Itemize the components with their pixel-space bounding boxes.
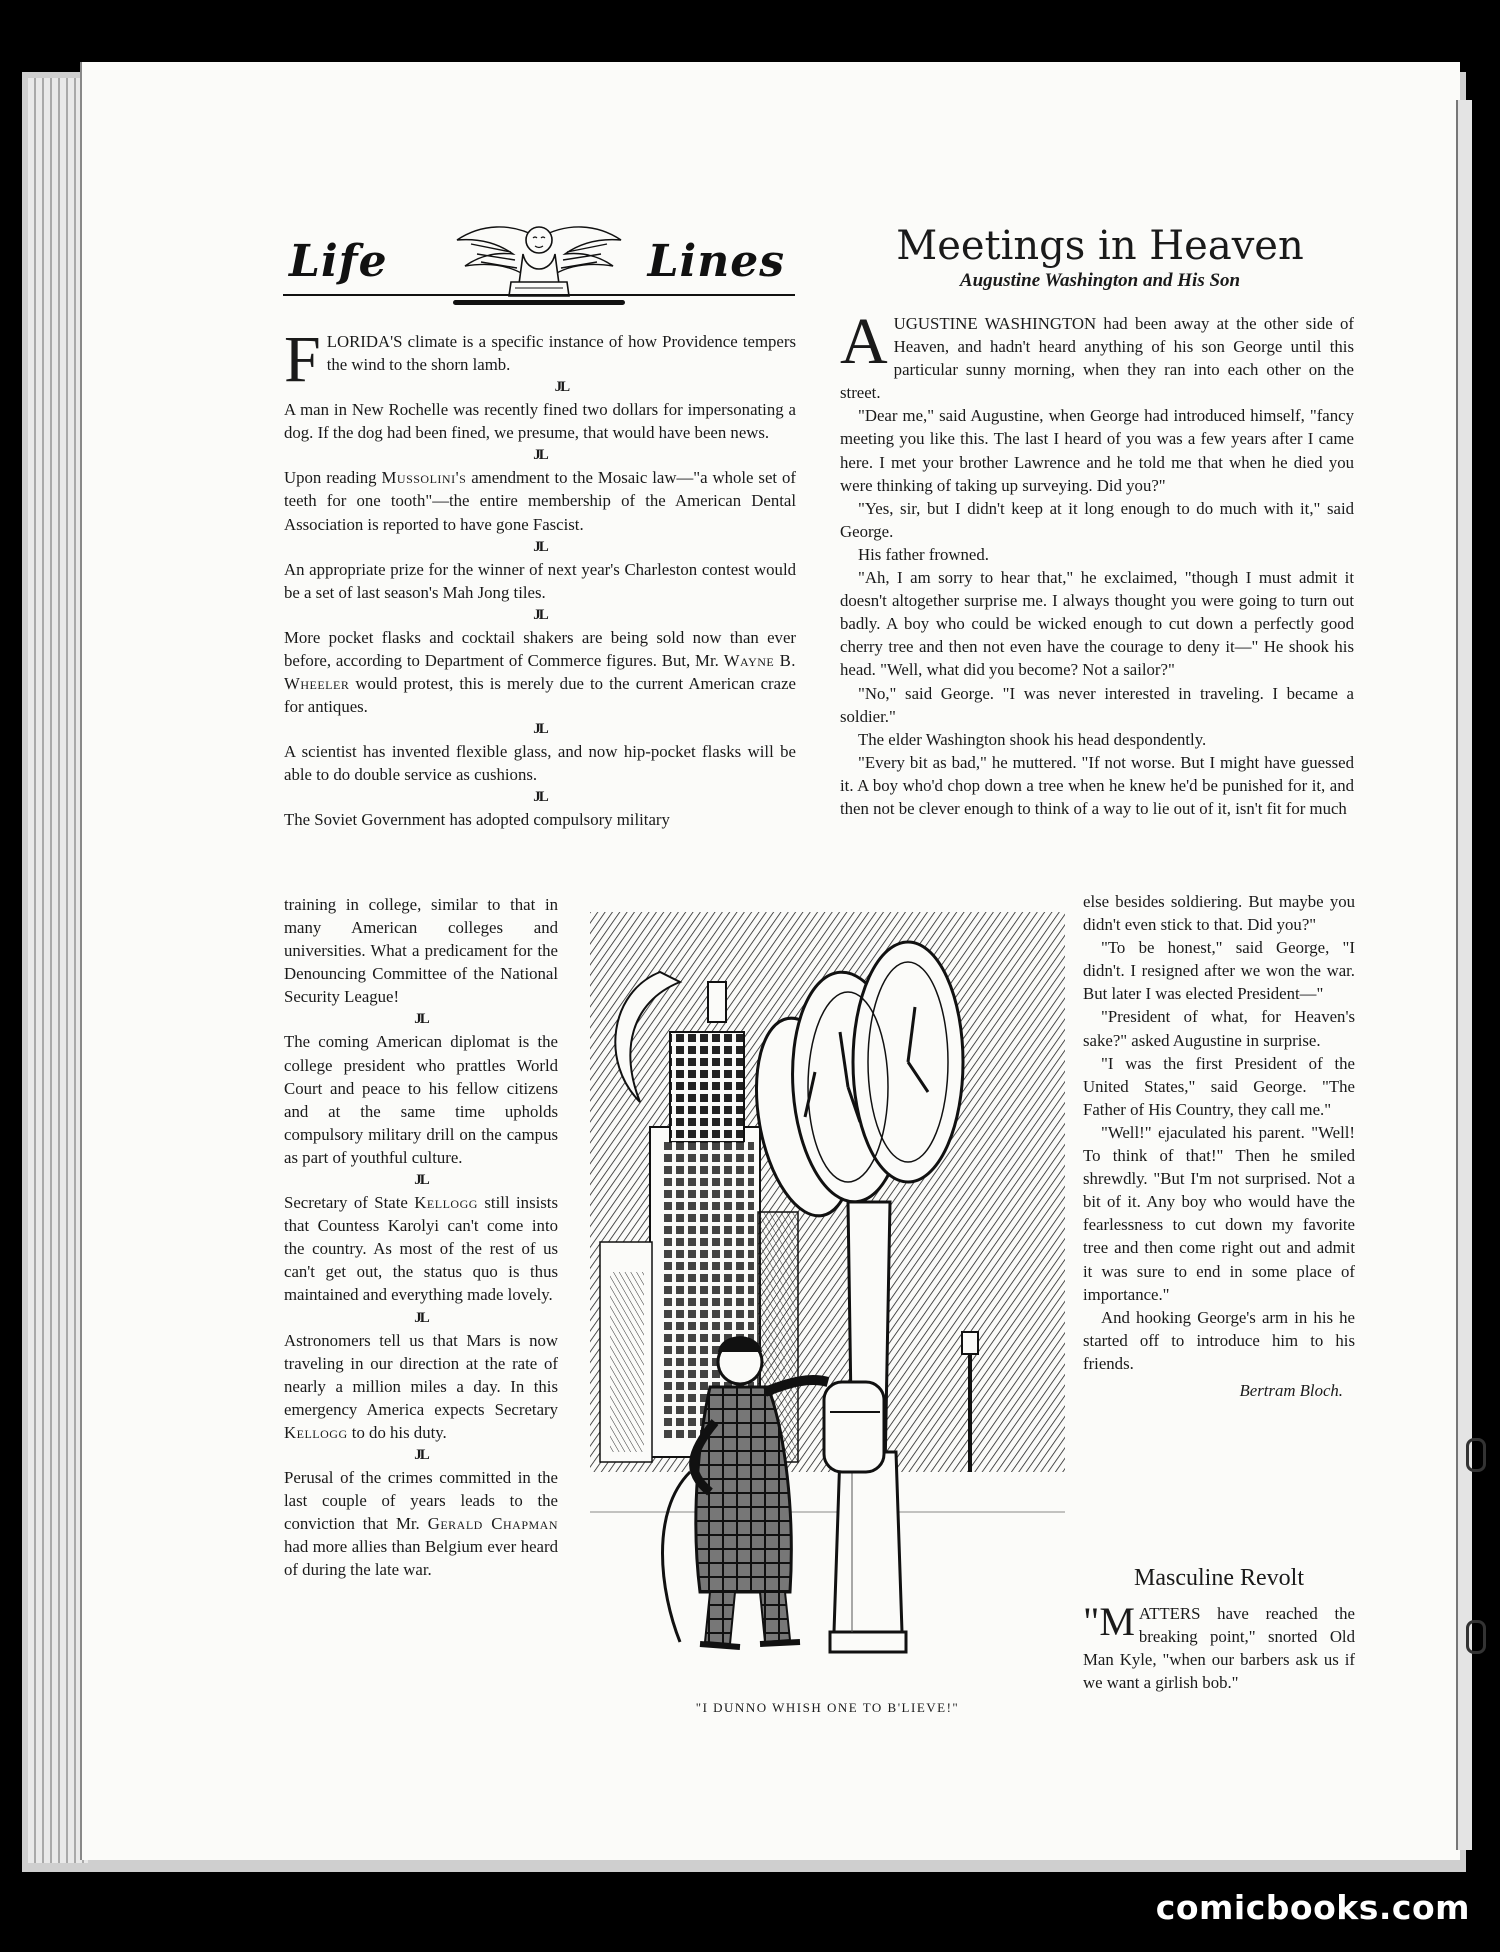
life-lines-column [284,323,796,832]
separator-glyph: JL [533,606,547,623]
paragraph: "Yes, sir, but I didn't keep at it long enough to do much with it," said George. [840,498,1354,541]
cherub-icon [451,218,627,300]
paragraph: AUGUSTINE WASHINGTON had been away at the other side of Heaven, and hadn't heard anything of his son George until this particular sunny morning, when they ran into each other on the street. [840,305,1354,403]
separator-glyph: JL [533,721,547,738]
binding-stitch [1466,1438,1486,1472]
binding-strip [1456,100,1472,1850]
street [590,1472,1065,1714]
life-lines-left-word: Life [289,236,388,287]
page-edges [28,78,88,1863]
paragraph: Secretary of State Kellogg still insists that Countess Karolyi can't come into the country. As most of the rest of us can't get out, the status quo is thus maintained and everything made lovely. [284,1193,558,1305]
paragraph: The coming American diplomat is the college president who prattles World Court and peace to his fellow citizens and at the same time upholds compulsory military drill on the campus as part of youthful culture. [284,1032,558,1167]
paragraph: "I was the first President of the United States," said George. "The Father of His Country, they call me." [1083,1053,1355,1119]
paragraph: Perusal of the crimes committed in the last couple of years leads to the conviction that Mr. Gerald Chapman had more allies than Belgium ever heard of during the late war. [284,1467,558,1580]
drop-cap: A [840,305,888,378]
separator-glyph: JL [414,1446,428,1463]
paragraph: else besides soldiering. But maybe you didn't even stick to that. Did you?" [1083,892,1355,935]
paragraph: Upon reading Mussolini's amendment to the Mosaic law—"a whole set of teeth for one tooth"—the entire membership of the American Dental Association is reported to have gone Fascist. [284,468,796,534]
binding-stitch [1466,1620,1486,1654]
paragraph: An appropriate prize for the winner of next year's Charleston contest would be a set of last season's Mah Jong tiles. [284,559,796,602]
separator-glyph: JL [414,1172,428,1189]
watermark: comicbooks.com [1155,1888,1470,1927]
separator-glyph: JL [533,538,547,555]
life-lines-header [283,218,795,310]
paragraph: "Ah, I am sorry to hear that," he exclaimed, "though I must admit it doesn't altogether surprise me. I always thought you were going to turn out badly. A boy who could be wicked enough to cut down a perfectly good cherry tree and then not even have the courage to deny it—" He shook his head. "Well, what did you become? Not a sailor?" [840,568,1354,680]
person-name: Kellogg [414,1193,478,1213]
person-name: Mussolini's [381,468,467,488]
mailbox [824,1382,884,1472]
separator-glyph: JL [533,789,547,806]
meetings-column [840,305,1354,820]
drop-cap: F [284,323,321,396]
paragraph: The elder Washington shook his head despondently. [858,729,1207,749]
revolt-column [1083,1599,1355,1694]
person-name: Wayne B. Wheeler [284,650,796,694]
drop-cap: "M [1083,1599,1135,1644]
separator-glyph: JL [533,447,547,464]
paragraph: A man in New Rochelle was recently fined two dollars for impersonating a dog. If the dog had been fined, we presume, that would have been news. [284,400,796,443]
paragraph: More pocket flasks and cocktail shakers are being sold now than ever before, according to Department of Commerce figures. But, Mr. Wayne B. Wheeler would protest, this is merely due to the current American craze for antiques. [284,627,796,717]
life-lines-narrow-column [284,893,558,1581]
building [670,1032,744,1142]
meetings-narrow-column [1083,890,1355,1402]
building [708,982,726,1022]
life-lines-right-word: Lines [647,236,785,287]
paragraph: "President of what, for Heaven's sake?" asked Augustine in surprise. [1083,1007,1355,1050]
paragraph: A scientist has invented flexible glass, and now hip-pocket flasks will be able to do double service as cushions. [284,742,796,785]
paragraph: The Soviet Government has adopted compulsory military [284,810,670,830]
paragraph: "No," said George. "I was never interested in traveling. I became a soldier." [840,683,1354,726]
header-rule [283,294,795,296]
paragraph: FLORIDA'S climate is a specific instance of how Providence tempers the wind to the shorn lamb. [284,323,796,396]
article-subtitle: Augustine Washington and His Son [959,270,1241,291]
paragraph: "To be honest," said George, "I didn't. I resigned after we won the war. But later I was elected President—" [1083,938,1355,1004]
separator-glyph: JL [414,1011,428,1028]
paragraph: And hooking George's arm in his he started off to introduce him to his friends. [1083,1307,1355,1373]
building [610,1272,644,1452]
paragraph: "Every bit as bad," he muttered. "If not worse. But I might have guessed it. A boy who'd chop down a tree when he knew he'd be punished for it, and then not be clever enough to think of a way to lie out of it, isn't fit for much [840,752,1354,818]
illustration-caption: "I DUNNO WHISH ONE TO B'LIEVE!" [695,1700,960,1715]
cartoon-illustration [590,912,1065,1714]
header-rule-ornament [453,300,625,305]
author-signature: Bertram Bloch. [1239,1380,1343,1400]
person-name: Kellogg [284,1422,348,1442]
paragraph: Astronomers tell us that Mars is now traveling in our direction at the rate of nearly a million miles a day. In this emergency America expects Secretary Kellogg to do his duty. [284,1330,558,1442]
separator-glyph: JL [554,379,569,396]
paragraph: "M ATTERS have reached the breaking point," snorted Old Man Kyle, "when our barbers ask us if we want a girlish bob." [1083,1599,1355,1693]
paragraph: "Dear me," said Augustine, when George had introduced himself, "fancy meeting you like this. The last I heard of you was a few years after I came here. I met your brother Lawrence and he told me that when he died you were thinking of taking up surveying. Did you?" [840,406,1354,495]
paragraph: "Well!" ejaculated his parent. "Well! To think of that!" Then he smiled shrewdly. "But I'm not surprised. Not a bit of it. Any boy who would have the fearlessness to cut down my favorite tree and then come right out and admit it was sure to end in some place of importance." [1083,1122,1355,1304]
revolt-title: Masculine Revolt [1134,1565,1304,1591]
paragraph: His father frowned. [858,544,989,564]
person-name: Gerald Chapman [427,1514,558,1534]
article-title: Meetings in Heaven [896,223,1304,269]
separator-glyph: JL [414,1309,428,1326]
paragraph: training in college, similar to that in many American colleges and universities. What a predicament for the Denouncing Committee of the National Security League! [284,895,558,1007]
